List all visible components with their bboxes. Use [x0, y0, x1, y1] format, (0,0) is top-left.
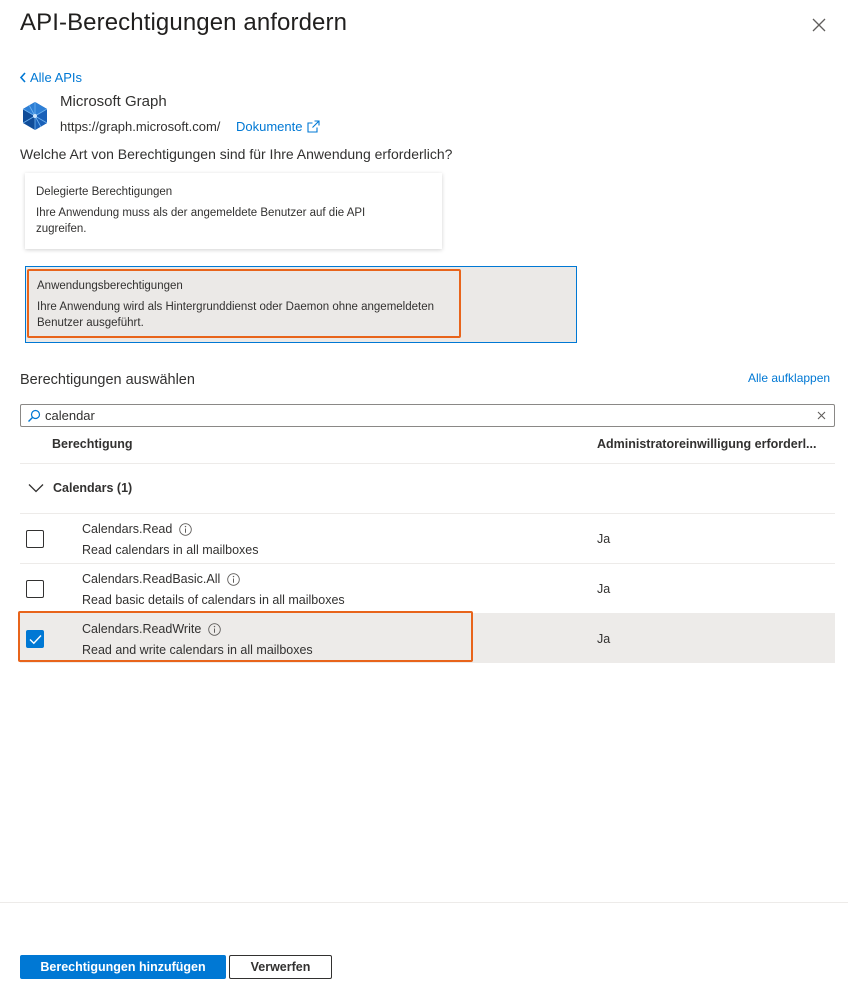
api-name: Microsoft Graph [60, 93, 167, 110]
delegated-permissions-description: Ihre Anwendung muss als der angemeldete Benutzer auf die API zugreifen. [36, 207, 366, 235]
admin-consent-value: Ja [597, 632, 611, 646]
delegated-permissions-card[interactable] [25, 173, 442, 249]
application-permissions-title: Anwendungsberechtigungen [37, 280, 183, 292]
close-button[interactable] [806, 12, 832, 38]
group-calendars-label: Calendars (1) [53, 481, 133, 495]
permission-name: Calendars.ReadWrite [82, 622, 202, 636]
table-row [20, 514, 835, 563]
group-calendars-toggle[interactable] [28, 481, 132, 495]
admin-consent-value: Ja [597, 582, 611, 596]
application-permissions-description: Ihre Anwendung wird als Hintergrunddienst oder Daemon ohne angemeldeten Benutzer ausgeführt. [37, 301, 435, 329]
back-to-all-apis-link[interactable] [19, 70, 82, 85]
checkmark-icon [29, 634, 42, 645]
select-permissions-label: Berechtigungen auswählen [20, 372, 195, 388]
table-header-divider [20, 463, 835, 464]
info-icon[interactable] [179, 523, 192, 536]
permission-description: Read calendars in all mailboxes [82, 543, 259, 557]
info-icon[interactable] [227, 573, 240, 586]
permission-search-box [20, 404, 835, 427]
expand-all-link[interactable]: Alle aufklappen [748, 371, 831, 385]
api-url: https://graph.microsoft.com/ [60, 119, 221, 134]
permission-name: Calendars.ReadBasic.All [82, 572, 221, 586]
delegated-permissions-title: Delegierte Berechtigungen [36, 186, 173, 198]
external-link-icon [307, 120, 320, 133]
clear-search-icon[interactable] [815, 409, 828, 422]
permission-description: Read and write calendars in all mailboxes [82, 643, 313, 657]
permission-checkbox[interactable] [26, 580, 44, 598]
column-header-permission[interactable]: Berechtigung [52, 437, 133, 451]
permission-search-input[interactable] [45, 408, 805, 423]
search-icon [27, 409, 41, 423]
permission-checkbox[interactable] [26, 530, 44, 548]
application-permissions-card[interactable] [25, 266, 577, 343]
discard-button[interactable]: Verwerfen [229, 955, 332, 979]
column-header-admin-consent[interactable]: Administratoreinwilligung erforderl... [597, 437, 817, 451]
permission-type-question: Welche Art von Berechtigungen sind für Ihre Anwendung erforderlich? [20, 146, 453, 162]
add-permissions-button[interactable]: Berechtigungen hinzufügen [20, 955, 226, 979]
permission-checkbox[interactable] [26, 630, 44, 648]
close-icon [806, 12, 832, 38]
table-row [20, 564, 835, 613]
chevron-down-icon [28, 483, 44, 493]
permission-name: Calendars.Read [82, 522, 173, 536]
chevron-left-icon [19, 72, 27, 83]
admin-consent-value: Ja [597, 532, 611, 546]
microsoft-graph-logo [21, 101, 49, 131]
docs-link[interactable] [236, 119, 320, 134]
page-title: API-Berechtigungen anfordern [20, 9, 348, 36]
table-row [20, 614, 835, 663]
docs-link-label: Dokumente [236, 119, 303, 134]
back-link-label: Alle APIs [30, 70, 83, 85]
permission-description: Read basic details of calendars in all mailboxes [82, 593, 345, 607]
info-icon[interactable] [208, 623, 221, 636]
footer-divider [0, 902, 848, 903]
